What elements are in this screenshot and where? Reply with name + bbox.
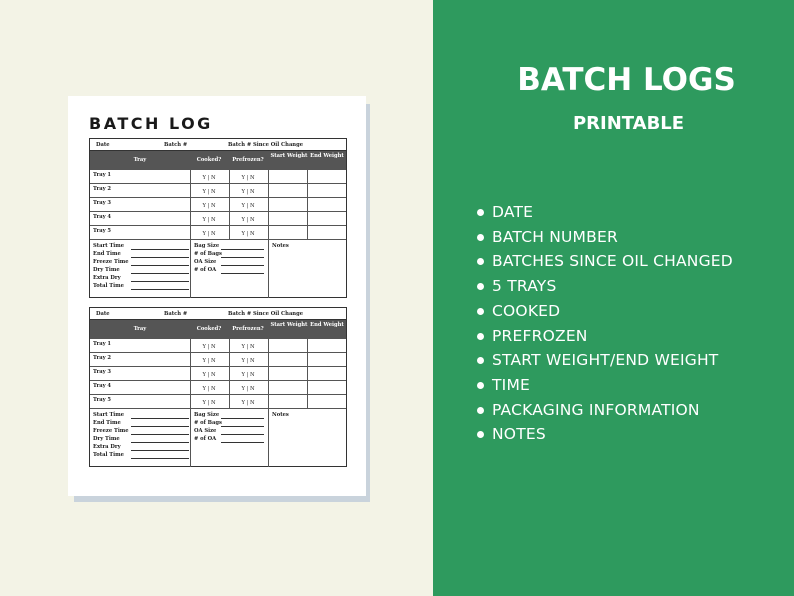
feature-list <box>477 200 733 447</box>
tray-label: Tray 3 <box>93 369 112 375</box>
promo-title: BATCH LOGS <box>517 62 736 98</box>
prefrozen-yes-no: Y | N <box>241 386 255 392</box>
time-field-label: Freeze Time <box>93 259 189 267</box>
feature-item: PACKAGING INFORMATION <box>477 398 733 423</box>
cooked-column-header: Cooked? <box>196 157 222 163</box>
feature-item: NOTES <box>477 422 733 447</box>
prefrozen-yes-no: Y | N <box>241 189 255 195</box>
cooked-yes-no: Y | N <box>202 358 216 364</box>
cooked-yes-no: Y | N <box>202 231 216 237</box>
cooked-yes-no: Y | N <box>202 400 216 406</box>
prefrozen-yes-no: Y | N <box>241 203 255 209</box>
packaging-field-label: Bag Size <box>194 243 264 251</box>
time-field-label: Dry Time <box>93 267 189 275</box>
grid-line <box>229 339 230 409</box>
batch-number-label: Batch # <box>164 311 188 317</box>
tray-label: Tray 1 <box>93 341 112 347</box>
time-fields <box>93 412 189 460</box>
grid-line <box>268 339 269 409</box>
tray-label: Tray 1 <box>93 172 112 178</box>
grid-line <box>190 339 191 409</box>
grid-line <box>307 339 308 409</box>
oil-change-label: Batch # Since Oil Change <box>228 311 304 317</box>
batch-log-form-1 <box>89 138 347 298</box>
promo-panel <box>433 0 794 596</box>
grid-line <box>190 409 191 467</box>
notes-label: Notes <box>272 412 289 418</box>
time-field-label: Total Time <box>93 452 189 460</box>
prefrozen-yes-no: Y | N <box>241 372 255 378</box>
column-header-row <box>90 320 346 339</box>
grid-line <box>268 170 269 240</box>
feature-item: 5 TRAYS <box>477 274 733 299</box>
cooked-yes-no: Y | N <box>202 189 216 195</box>
packaging-field-label: OA Size <box>194 259 264 267</box>
tray-label: Tray 3 <box>93 200 112 206</box>
cooked-yes-no: Y | N <box>202 372 216 378</box>
feature-item: START WEIGHT/END WEIGHT <box>477 348 733 373</box>
time-field-label: End Time <box>93 420 189 428</box>
end-weight-column-header: End Weight <box>310 322 344 328</box>
time-field-label: Extra Dry <box>93 275 189 283</box>
form-header-row <box>90 308 346 320</box>
grid-line <box>190 170 191 240</box>
start-weight-column-header: Start Weight <box>270 322 308 328</box>
grid-line <box>268 409 269 467</box>
prefrozen-column-header: Prefrozen? <box>232 326 264 332</box>
end-weight-column-header: End Weight <box>310 153 344 159</box>
cooked-yes-no: Y | N <box>202 203 216 209</box>
feature-item: BATCHES SINCE OIL CHANGED <box>477 249 733 274</box>
prefrozen-yes-no: Y | N <box>241 358 255 364</box>
prefrozen-column-header: Prefrozen? <box>232 157 264 163</box>
oil-change-label: Batch # Since Oil Change <box>228 142 304 148</box>
tray-label: Tray 4 <box>93 214 112 220</box>
tray-label: Tray 5 <box>93 228 112 234</box>
printable-page <box>68 96 366 496</box>
feature-item: BATCH NUMBER <box>477 225 733 250</box>
packaging-fields <box>194 412 264 444</box>
time-field-label: Dry Time <box>93 436 189 444</box>
tray-label: Tray 4 <box>93 383 112 389</box>
packaging-field-label: Bag Size <box>194 412 264 420</box>
packaging-fields <box>194 243 264 275</box>
grid-line <box>229 170 230 240</box>
cooked-column-header: Cooked? <box>196 326 222 332</box>
tray-label: Tray 2 <box>93 355 112 361</box>
packaging-field-label: # of OA <box>194 436 264 444</box>
prefrozen-yes-no: Y | N <box>241 231 255 237</box>
time-field-label: Start Time <box>93 243 189 251</box>
time-fields <box>93 243 189 291</box>
batch-log-form-2 <box>89 307 347 467</box>
prefrozen-yes-no: Y | N <box>241 175 255 181</box>
tray-column-header: Tray <box>133 326 147 332</box>
time-field-label: Freeze Time <box>93 428 189 436</box>
log-title: BATCH LOG <box>89 114 213 133</box>
packaging-field-label: # of Bags <box>194 251 264 259</box>
batch-number-label: Batch # <box>164 142 188 148</box>
feature-item: DATE <box>477 200 733 225</box>
feature-item: TIME <box>477 373 733 398</box>
packaging-field-label: OA Size <box>194 428 264 436</box>
grid-line <box>190 240 191 298</box>
feature-item: COOKED <box>477 299 733 324</box>
time-field-label: Total Time <box>93 283 189 291</box>
cooked-yes-no: Y | N <box>202 344 216 350</box>
time-field-label: End Time <box>93 251 189 259</box>
prefrozen-yes-no: Y | N <box>241 400 255 406</box>
date-label: Date <box>96 142 110 148</box>
start-weight-column-header: Start Weight <box>270 153 308 159</box>
tray-column-header: Tray <box>133 157 147 163</box>
grid-line <box>268 240 269 298</box>
notes-label: Notes <box>272 243 289 249</box>
tray-label: Tray 2 <box>93 186 112 192</box>
form-header-row <box>90 139 346 151</box>
time-field-label: Start Time <box>93 412 189 420</box>
promo-subtitle: PRINTABLE <box>572 113 685 134</box>
prefrozen-yes-no: Y | N <box>241 217 255 223</box>
cooked-yes-no: Y | N <box>202 386 216 392</box>
prefrozen-yes-no: Y | N <box>241 344 255 350</box>
cooked-yes-no: Y | N <box>202 175 216 181</box>
feature-item: PREFROZEN <box>477 324 733 349</box>
grid-line <box>307 170 308 240</box>
packaging-field-label: # of OA <box>194 267 264 275</box>
time-field-label: Extra Dry <box>93 444 189 452</box>
column-header-row <box>90 151 346 170</box>
packaging-field-label: # of Bags <box>194 420 264 428</box>
cooked-yes-no: Y | N <box>202 217 216 223</box>
tray-label: Tray 5 <box>93 397 112 403</box>
date-label: Date <box>96 311 110 317</box>
